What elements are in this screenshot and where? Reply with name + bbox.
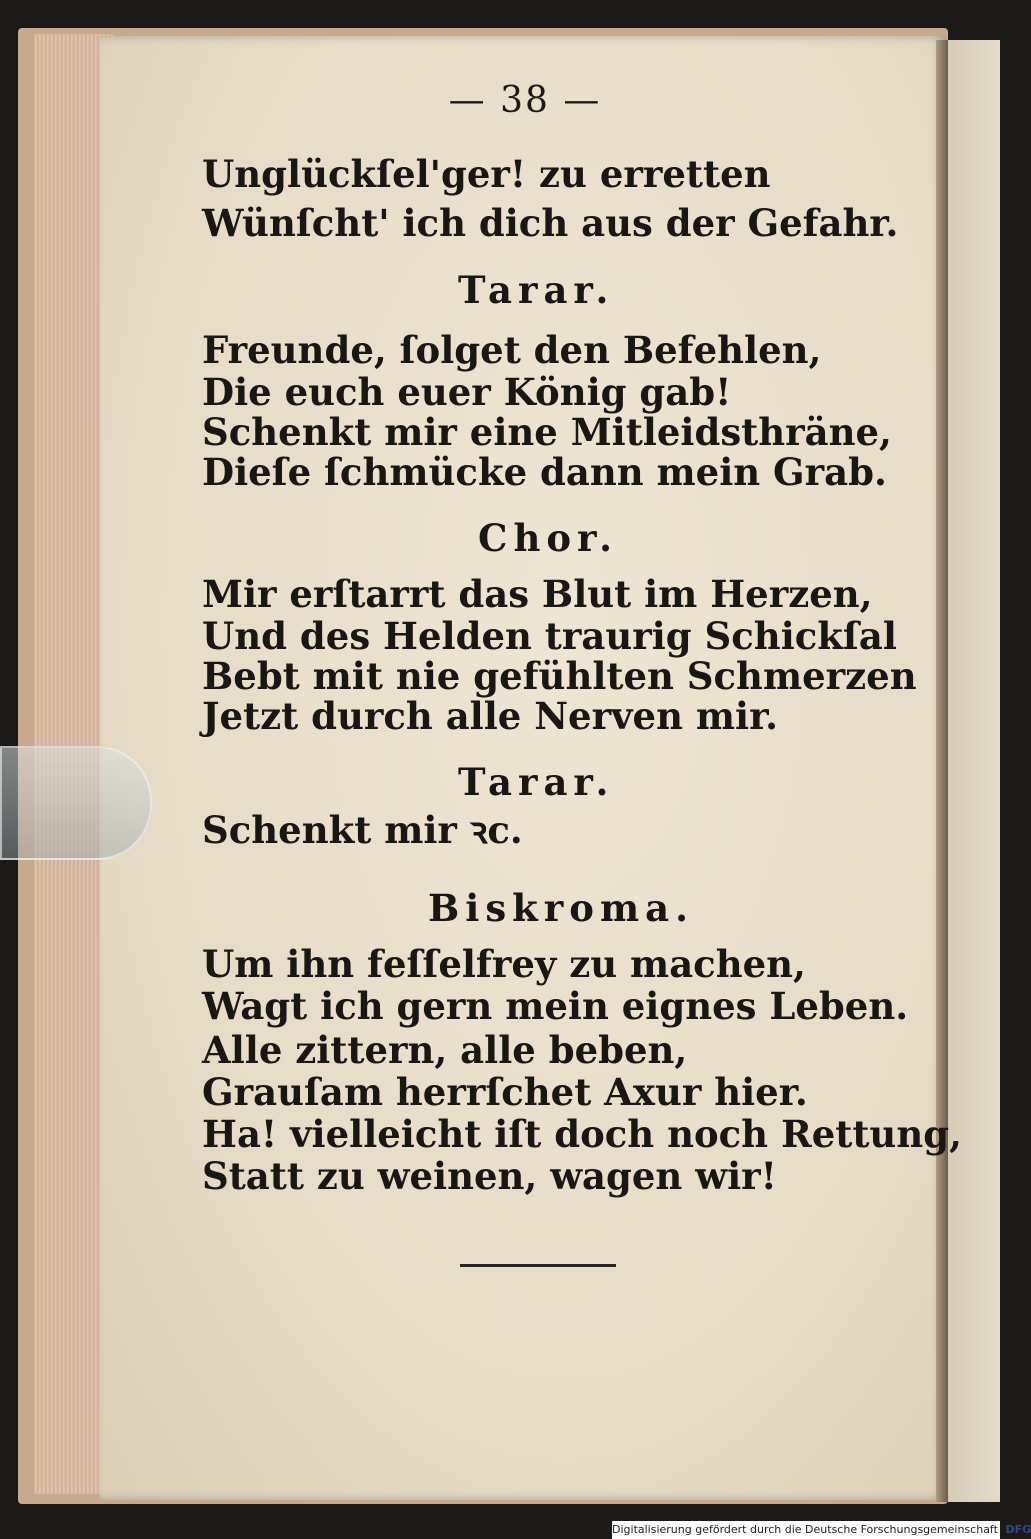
footer-credit — [612, 1521, 1031, 1539]
verse-line: Und des Helden traurig Schickſal — [202, 614, 897, 658]
verse-line: Freunde, ſolget den Befehlen, — [202, 328, 822, 372]
verse-line: Bebt mit nie gefühlten Schmerzen — [202, 654, 917, 698]
verse-line: Wünſcht' ich dich aus der Gefahr. — [202, 201, 899, 245]
speaker-heading: Tarar. — [458, 760, 615, 804]
verse-line: Um ihn feſſelfrey zu machen, — [202, 942, 806, 986]
footer-text: Digitalisierung gefördert durch die Deutsche Forschungsgemeinschaft — [612, 1523, 998, 1536]
speaker-heading: Biskroma. — [428, 886, 694, 930]
verse-line: Dieſe ſchmücke dann mein Grab. — [202, 450, 887, 494]
verse-line: Alle zittern, alle beben, — [202, 1028, 688, 1072]
dfg-logo-icon: DFG — [1005, 1523, 1031, 1536]
section-divider — [460, 1264, 616, 1267]
verse-line: Grauſam herrſchet Axur hier. — [202, 1070, 808, 1114]
verse-line: Die euch euer König gab! — [202, 370, 732, 414]
verse-line: Schenkt mir eine Mitleidsthräne, — [202, 410, 892, 454]
next-page-edge — [948, 40, 1000, 1502]
verse-line: Unglückſel'ger! zu erretten — [202, 152, 771, 196]
verse-line: Mir erſtarrt das Blut im Herzen, — [202, 572, 873, 616]
speaker-heading: Tarar. — [458, 268, 615, 312]
verse-line: Ha! vielleicht iſt doch noch Rettung, — [202, 1112, 962, 1156]
verse-line: Wagt ich gern mein eignes Leben. — [202, 984, 909, 1028]
speaker-heading: Chor. — [478, 516, 619, 560]
book-gutter — [936, 40, 948, 1502]
page-number: — 38 — — [448, 80, 602, 121]
verse-line: Statt zu weinen, wagen wir! — [202, 1154, 777, 1198]
page-clip — [0, 746, 152, 860]
verse-line: Schenkt mir ꝛc. — [202, 808, 523, 852]
verse-line: Jetzt durch alle Nerven mir. — [202, 694, 779, 738]
